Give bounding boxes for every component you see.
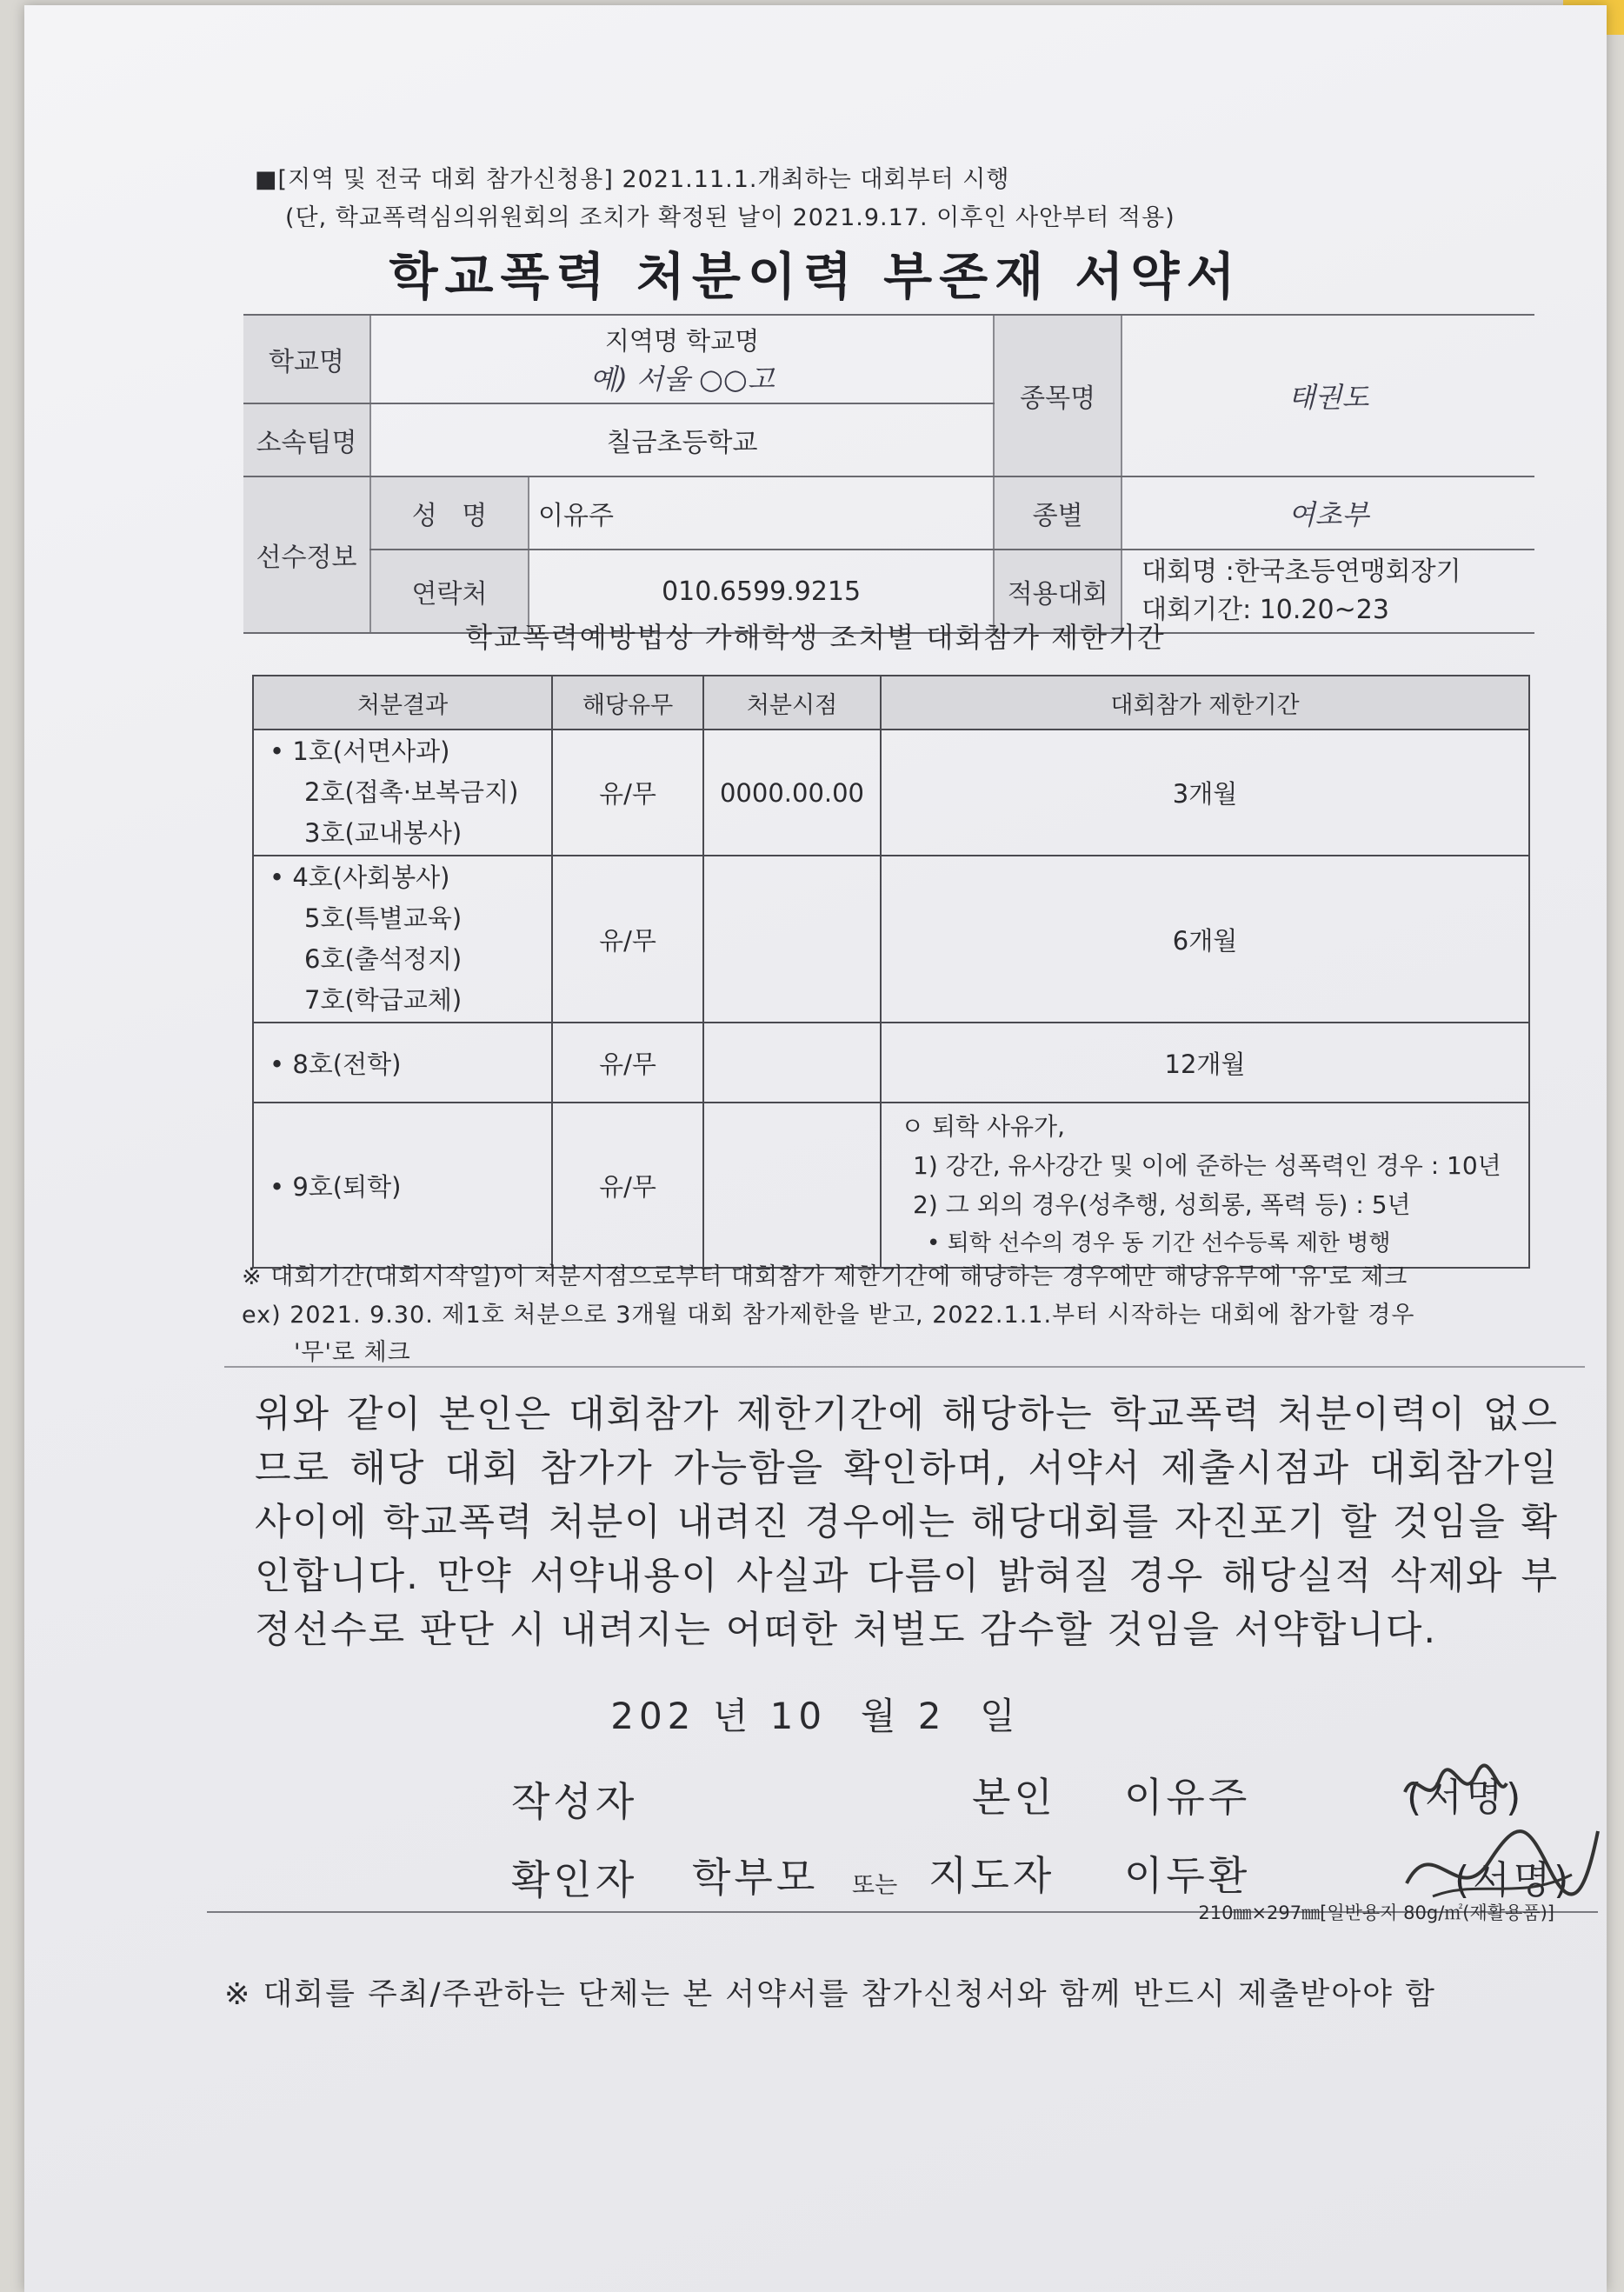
sport-label: 종목명 [994, 315, 1121, 476]
col-header-period: 대회참가 제한기간 [881, 676, 1529, 730]
note-2: ex) 2021. 9.30. 제1호 처분으로 3개월 대회 참가제한을 받고, 2022.1.1.부터 시작하는 대회에 참가할 경우 [242, 1302, 1415, 1329]
self-label: 본인 [972, 1774, 1056, 1821]
applicable-cell: 유/무 [552, 856, 703, 1023]
school-example: 예) 서울 ○○고 [589, 362, 775, 396]
document-page [24, 5, 1607, 2292]
contact-label: 연락처 [370, 550, 529, 633]
date-cell [703, 1103, 881, 1268]
document-title: 학교폭력 처분이력 부존재 서약서 [389, 247, 1242, 306]
school-hint: 지역명 학교명 [604, 325, 760, 356]
sanctions-table [252, 675, 1530, 1269]
expulsion-note: 1) 강간, 유사강간 및 이에 준하는 성폭력인 경우 : 10년 [913, 1151, 1501, 1180]
sanction-item: 5호(특별교육) [304, 903, 463, 933]
sanction-item: 3호(교내봉사) [304, 818, 463, 848]
or-label: 또는 [852, 1872, 898, 1899]
table-row [253, 730, 1529, 856]
school-label: 학교명 [243, 315, 370, 403]
expulsion-note: ㅇ 퇴학 사유가, [901, 1112, 1065, 1141]
expulsion-note: 2) 그 외의 경우(성추행, 성희롱, 폭력 등) : 5년 [913, 1190, 1411, 1219]
sanction-item: 6호(출석정지) [304, 944, 463, 974]
sign-label-confirmer: (서명) [1454, 1858, 1573, 1902]
applicable-cell: 유/무 [552, 730, 703, 856]
sign-label-writer: (서명) [1407, 1776, 1525, 1820]
sanction-item: 2호(접촉·보복금지) [304, 777, 519, 807]
table-row [253, 1023, 1529, 1103]
sanctions-section-title: 학교폭력예방법상 가해학생 조치별 대회참가 제한기간 [465, 621, 1166, 654]
date-cell [703, 856, 881, 1023]
table-row [253, 856, 1529, 1023]
pledge-date: 202 년 10 월 2 일 [610, 1695, 1021, 1737]
paper-spec: 210㎜×297㎜[일반용지 80g/㎡(재활용품)] [1198, 1902, 1554, 1923]
note-1: ※ 대회기간(대회시작일)이 처분시점으로부터 대회참가 제한기간에 해당하는 경우에만 해당유무에 '유'로 체크 [242, 1263, 1408, 1290]
applicable-cell: 유/무 [552, 1103, 703, 1268]
info-table [243, 314, 1534, 634]
sport-value: 태권도 [1121, 315, 1534, 476]
period-cell: 12개월 [881, 1023, 1529, 1103]
parent-label: 학부모 [692, 1854, 819, 1901]
event-name: 대회명 :한국초등연맹회장기 [1141, 556, 1461, 587]
applicable-cell: 유/무 [552, 1023, 703, 1103]
division-value: 여초부 [1121, 476, 1534, 550]
division-label: 종별 [994, 476, 1121, 550]
date-cell: 0000.00.00 [703, 730, 881, 856]
table-row [253, 1103, 1529, 1268]
event-period: 대회기간: 10.20~23 [1141, 595, 1389, 625]
confirmer-label: 확인자 [511, 1856, 638, 1903]
notice-line-2: (단, 학교폭력심의위원회의 조치가 확정된 날이 2021.9.17. 이후인 사안부터 적용) [285, 204, 1175, 231]
writer-label: 작성자 [511, 1778, 638, 1825]
sanction-item: • 9호(퇴학) [253, 1103, 552, 1268]
event-label: 적용대회 [994, 550, 1121, 633]
contact-value: 010.6599.9215 [529, 550, 994, 633]
final-note: ※ 대회를 주최/주관하는 단체는 본 서약서를 참가신청서와 함께 반드시 제출받아야 함 [224, 1977, 1436, 2012]
sanction-item: • 4호(사회봉사) [270, 863, 450, 892]
expulsion-note: • 퇴학 선수의 경우 동 기간 선수등록 제한 병행 [927, 1230, 1391, 1256]
sanction-item: • 8호(전학) [253, 1023, 552, 1103]
writer-name: 이유주 [1124, 1774, 1251, 1821]
date-cell [703, 1023, 881, 1103]
col-header-date: 처분시점 [703, 676, 881, 730]
sanction-item: • 1호(서면사과) [270, 736, 450, 766]
team-label: 소속팀명 [243, 403, 370, 476]
team-value: 칠금초등학교 [370, 403, 994, 476]
sanction-item: 7호(학급교체) [304, 985, 463, 1015]
col-header-applicable: 해당유무 [552, 676, 703, 730]
coach-label: 지도자 [928, 1852, 1055, 1899]
name-value: 이유주 [529, 476, 994, 550]
athlete-info-label: 선수정보 [243, 476, 370, 633]
notice-line-1: ■[지역 및 전국 대회 참가신청용] 2021.11.1.개최하는 대회부터 시행 [255, 166, 1010, 193]
period-cell: 3개월 [881, 730, 1529, 856]
period-cell: 6개월 [881, 856, 1529, 1023]
name-label: 성 명 [370, 476, 529, 550]
divider [224, 1366, 1585, 1368]
note-3: '무'로 체크 [294, 1339, 411, 1366]
col-header-result: 처분결과 [253, 676, 552, 730]
confirmer-name: 이두환 [1124, 1852, 1251, 1899]
pledge-text: 위와 같이 본인은 대회참가 제한기간에 해당하는 학교폭력 처분이력이 없으므로 해당 대회 참가가 가능함을 확인하며, 서약서 제출시점과 대회참가일 사이에 학교폭력 처분이 내려진 경우에는 해당대회를 자진포기 할 것임을 확인합니다. 만약 서약내용이 사실과 다름이 밝혀질 경우 해당실적 삭제와 부정선수로 판단 시 내려지는 어떠한 처벌도 감수할 것임을 서약합니다. [255, 1393, 1559, 1652]
